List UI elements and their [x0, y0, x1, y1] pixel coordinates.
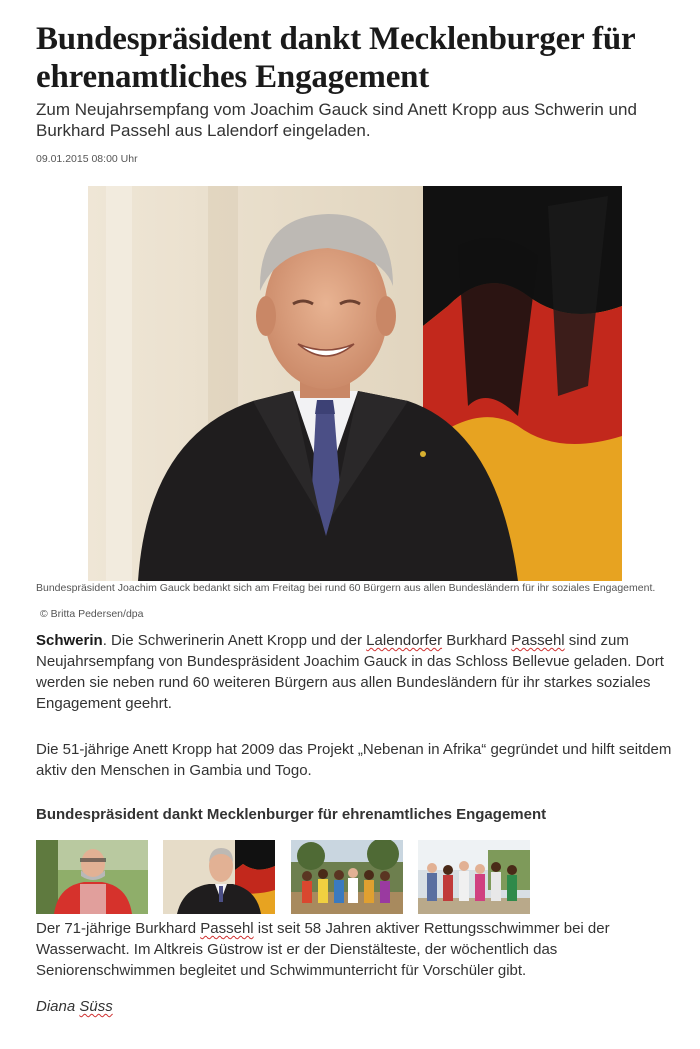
- author-name: [36, 998, 113, 1015]
- gallery-title: Bundespräsident dankt Mecklenburger für ehrenamtliches Engagement: [36, 806, 547, 823]
- article-paragraph-1: [36, 630, 676, 714]
- paragraph-1-word-passehl: Passehl: [511, 632, 565, 649]
- author-last-name: Süss: [79, 998, 113, 1015]
- article-date: 09.01.2015 08:00 Uhr: [36, 153, 138, 165]
- paragraph-2-text: Die 51-jährige Anett Kropp hat 2009 das Projekt „Nebenan in Afrika“ gegründet und hilft seitdem aktiv den Menschen in Gambia und Togo.: [36, 741, 672, 779]
- image-caption: Bundespräsident Joachim Gauck bedankt sich am Freitag bei rund 60 Bürgern aus allen Bundesländern für ihr soziales Engagement.: [36, 582, 656, 594]
- paragraph-1-text-c: sind zum Neujahrsempfang von Bundespräsident Joachim Gauck in das Schloss Bellevue geladen. Dort werden sie neben rund 60 weiteren Bürgern aus allen Bundesländern für ihr starkes soziales Engagement geehrt.: [36, 632, 664, 712]
- image-credit: © Britta Pedersen/dpa: [40, 608, 144, 620]
- article-paragraph-2: [36, 739, 676, 781]
- paragraph-1-word-lalendorfer: Lalendorfer: [366, 632, 443, 649]
- thumbnail-2-image: [163, 840, 275, 914]
- paragraph-1-text-b: Burkhard: [442, 632, 512, 649]
- paragraph-3-text-b: ist seit 58 Jahren aktiver Rettungsschwimmer bei der Wasserwacht. Im Altkreis Güstrow ist er der Dienstälteste, der wöchentlich das Seniorenschwimmen begleitet und Schwimmunterricht für Vorschüler gibt.: [36, 920, 610, 979]
- gallery-thumbnail-3[interactable]: [291, 840, 403, 914]
- dateline: Schwerin: [36, 632, 103, 649]
- author-first-name: Diana: [36, 998, 80, 1015]
- paragraph-1-text-a: . Die Schwerinerin Anett Kropp und der: [102, 632, 367, 649]
- paragraph-3-text-a: Der 71-jährige Burkhard: [36, 920, 201, 937]
- gallery-thumbnail-2[interactable]: [163, 840, 275, 914]
- paragraph-3-word-passehl: Passehl: [200, 920, 254, 937]
- thumbnail-4-image: [418, 840, 530, 914]
- article-subheadline: [36, 99, 676, 141]
- thumbnail-3-image: [291, 840, 403, 914]
- thumbnail-1-image: [36, 840, 148, 914]
- article-paragraph-3: [36, 918, 676, 981]
- article-headline: Bundespräsident dankt Mecklenburger für ehrenamtliches Engagement: [36, 21, 635, 95]
- gallery-thumbnail-1[interactable]: [36, 840, 148, 914]
- subheadline-text: Zum Neujahrsempfang vom Joachim Gauck sind Anett Kropp aus Schwerin und Burkhard Passehl aus Lalendorf eingeladen.: [36, 100, 637, 140]
- hero-photo: [88, 186, 622, 581]
- gallery-thumbnail-4[interactable]: [418, 840, 530, 914]
- hero-photo-illustration: [88, 186, 622, 581]
